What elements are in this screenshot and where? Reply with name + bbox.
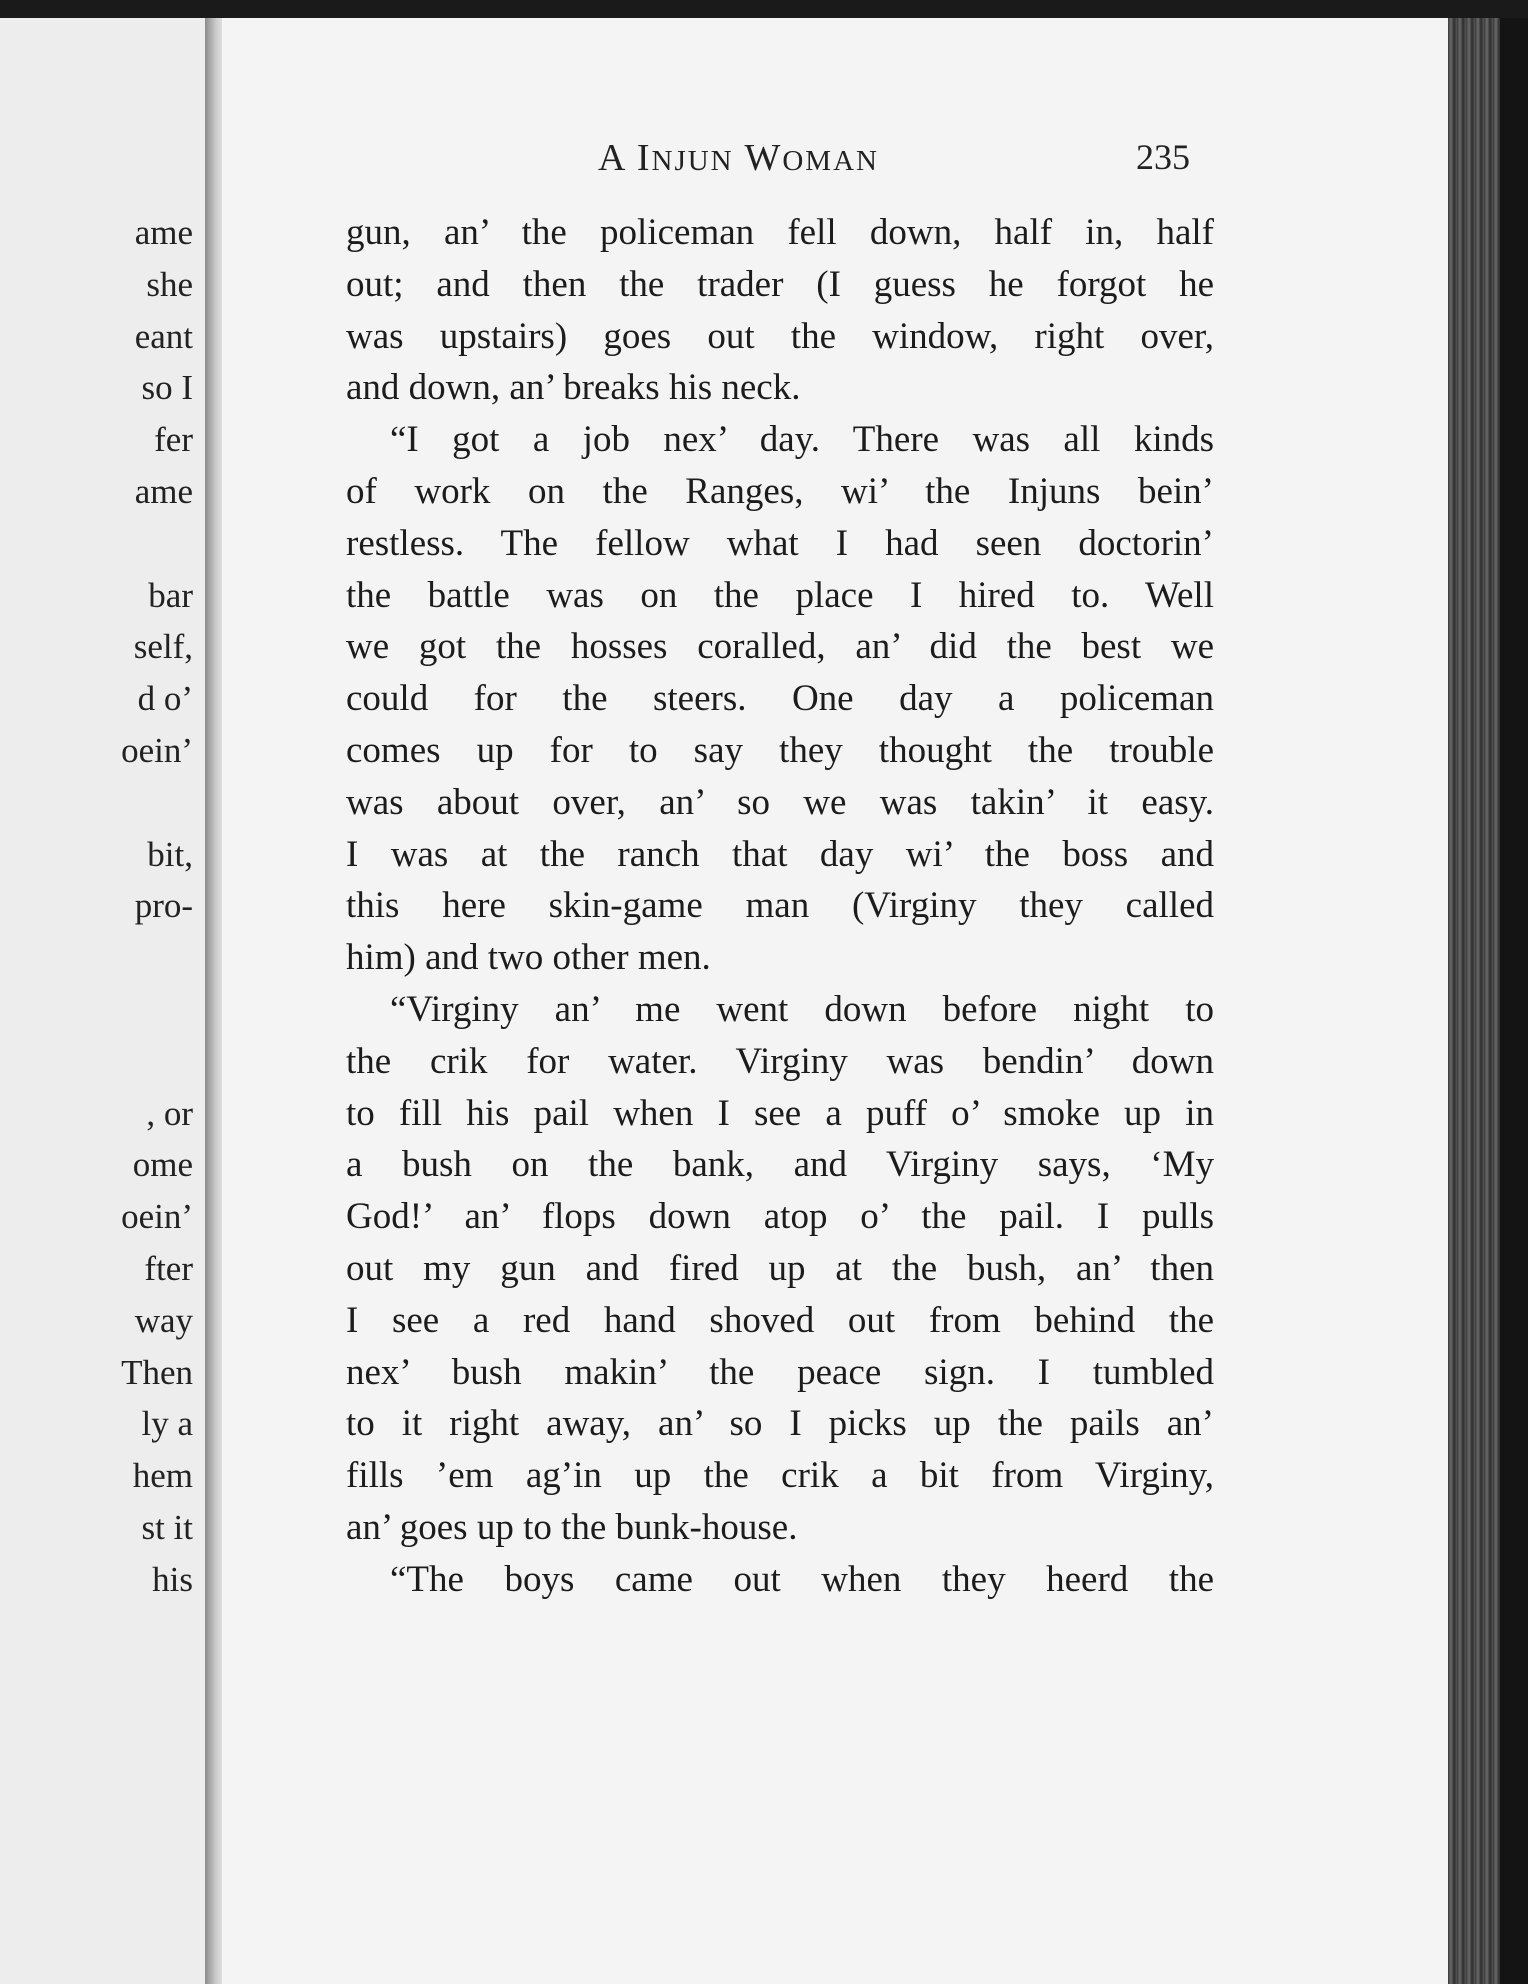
text-line: to it right away, an’ so I picks up the pails an’ (346, 1403, 1214, 1445)
left-page-line-fragment: she (146, 264, 193, 304)
left-page-line-fragment: ly a (141, 1404, 193, 1444)
text-line: to fill his pail when I see a puff o’ smoke up in (346, 1092, 1214, 1134)
text-line: this here skin-game man (Virginy they called (346, 885, 1214, 927)
text-line: an’ goes up to the bunk-house. (346, 1506, 798, 1548)
running-head-word-3: WOMAN (744, 137, 879, 179)
left-page-line-fragment: self, (133, 627, 193, 667)
text-line: I see a red hand shoved out from behind the (346, 1299, 1214, 1341)
text-line: out my gun and fired up at the bush, an’ then (346, 1247, 1214, 1289)
text-line: restless. The fellow what I had seen doctorin’ (346, 522, 1214, 564)
text-line: him) and two other men. (346, 937, 711, 979)
left-page (0, 18, 208, 1984)
text-line: gun, an’ the policeman fell down, half in, half (346, 212, 1214, 253)
left-page-line-fragment: d o’ (137, 679, 193, 719)
left-page-line-fragment: bit, (147, 834, 193, 874)
left-page-line-fragment: oein’ (121, 1197, 193, 1237)
text-line: out; and then the trader (I guess he forgot he (346, 263, 1214, 305)
page-number: 235 (1136, 137, 1190, 177)
text-line: fills ’em ag’in up the crik a bit from Virginy, (346, 1455, 1214, 1497)
text-line: “The boys came out when they heerd the (390, 1558, 1214, 1600)
text-line: could for the steers. One day a policeman (346, 678, 1214, 720)
left-page-line-fragment: his (152, 1559, 193, 1599)
text-line: I was at the ranch that day wi’ the boss and (346, 833, 1214, 875)
left-page-line-fragment: way (134, 1300, 193, 1340)
body-text (346, 207, 1214, 1606)
text-line: the crik for water. Virginy was bendin’ down (346, 1040, 1214, 1082)
text-line: comes up for to say they thought the trouble (346, 729, 1214, 771)
running-head-word-1: A (598, 137, 626, 179)
text-line: was about over, an’ so we was takin’ it easy. (346, 781, 1214, 823)
text-line: God!’ an’ flops down atop o’ the pail. I pulls (346, 1196, 1214, 1238)
left-page-line-fragment: st it (141, 1508, 193, 1547)
running-head-word-2: INJUN (636, 137, 734, 179)
left-page-line-fragment: oein’ (121, 731, 193, 770)
left-page-line-fragment: fter (144, 1249, 193, 1288)
text-line: and down, an’ breaks his neck. (346, 367, 801, 409)
left-page-line-fragment: Then (121, 1352, 193, 1392)
left-page-line-fragment: ame (134, 213, 193, 252)
text-line: nex’ bush makin’ the peace sign. I tumbled (346, 1351, 1214, 1393)
left-page-line-fragment: ome (132, 1145, 193, 1185)
left-page-line-fragment: bar (148, 575, 193, 615)
left-page-line-fragment: ame (134, 472, 193, 511)
left-page-line-fragment: pro- (134, 886, 193, 926)
scan-right-edge (1500, 18, 1528, 1984)
text-line: was upstairs) goes out the window, right over, (346, 315, 1214, 357)
left-page-line-fragment: so I (141, 368, 193, 408)
left-page-line-fragment: fer (154, 420, 193, 460)
text-line: the battle was on the place I hired to. Well (346, 574, 1214, 616)
left-page-line-fragment: , or (146, 1093, 193, 1133)
text-line: “Virginy an’ me went down before night to (390, 988, 1214, 1030)
text-line: “I got a job nex’ day. There was all kinds (390, 419, 1214, 461)
text-line: a bush on the bank, and Virginy says, ‘My (346, 1144, 1214, 1186)
text-line: we got the hosses coralled, an’ did the best we (346, 626, 1214, 668)
left-page-line-fragment: eant (134, 316, 193, 356)
left-page-line-fragment: hem (132, 1456, 193, 1496)
running-head (598, 136, 879, 180)
text-line: of work on the Ranges, wi’ the Injuns bein’ (346, 470, 1214, 512)
